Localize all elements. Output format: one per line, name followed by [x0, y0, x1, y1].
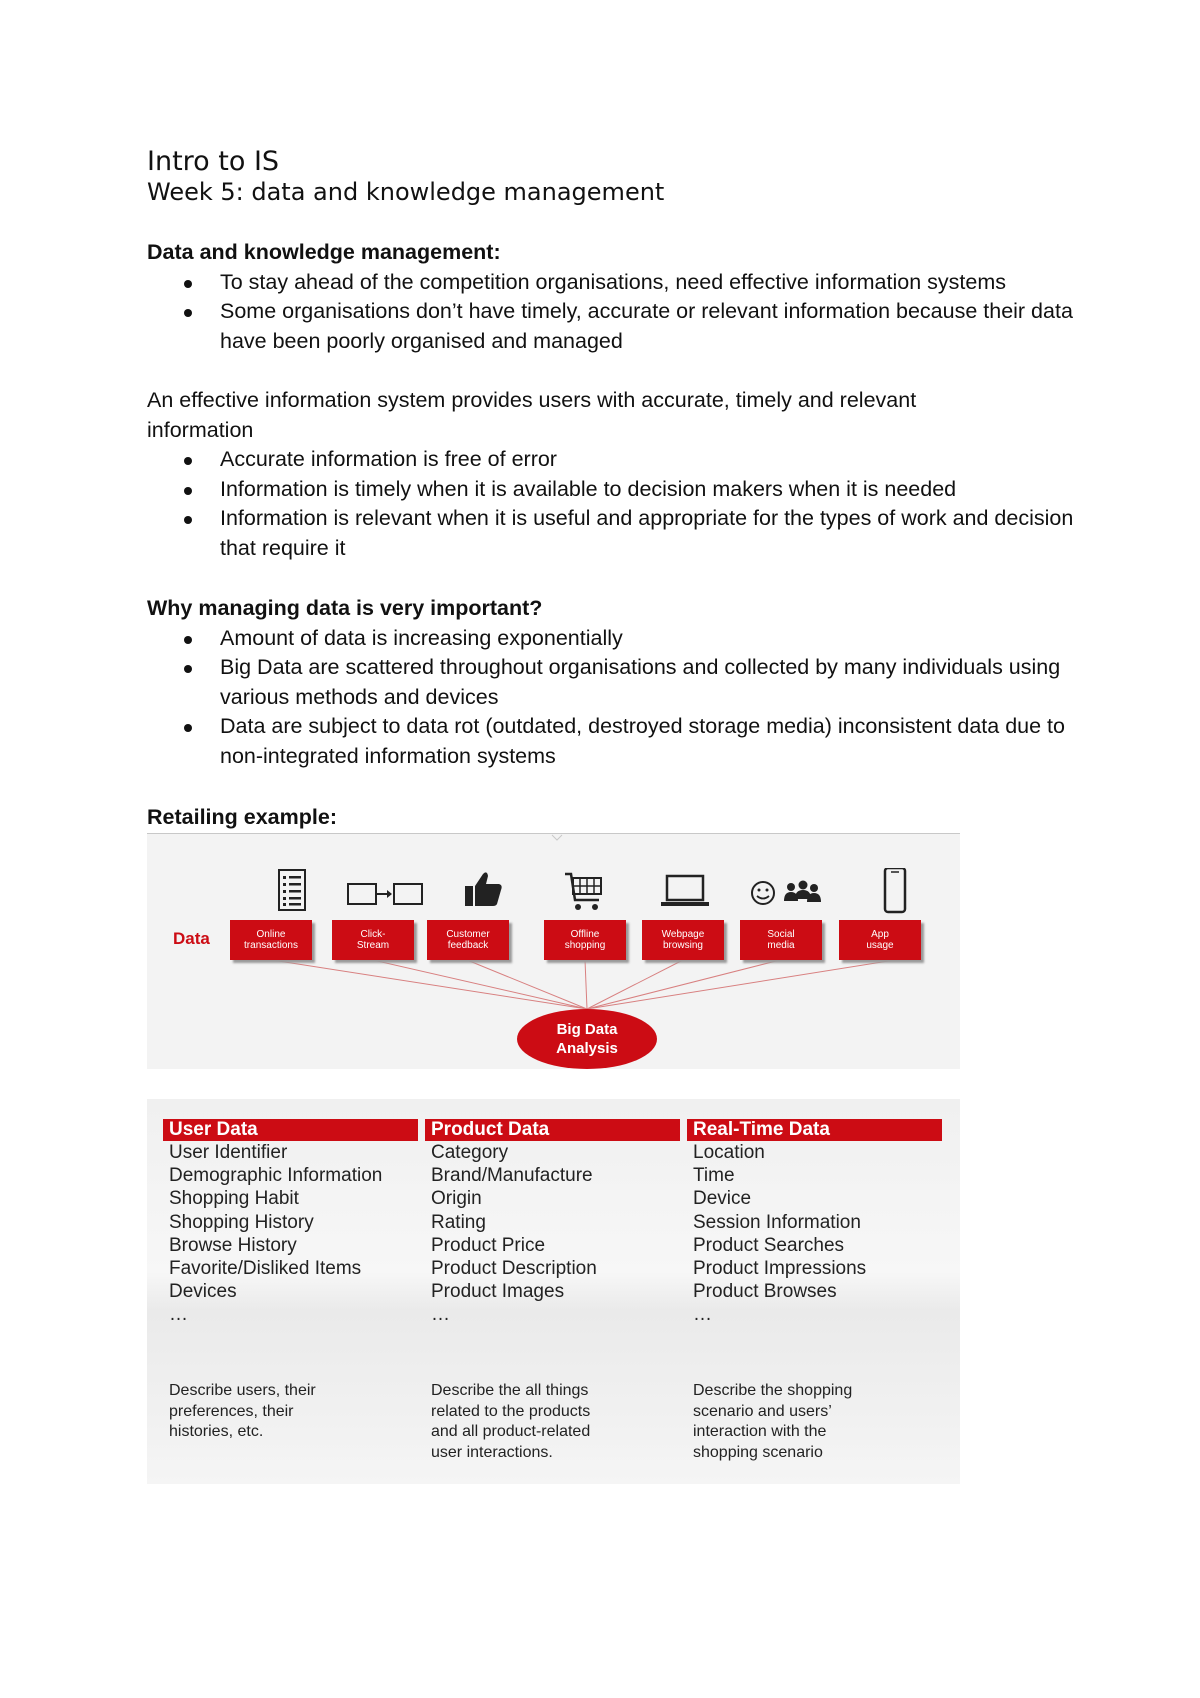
- list-item: Product Description: [431, 1258, 597, 1280]
- page-title: Intro to IS: [147, 146, 280, 177]
- source-box-webpage-browsing: Webpage browsing: [642, 920, 724, 960]
- list-item: Product Images: [431, 1281, 565, 1303]
- people-icon: [747, 868, 823, 914]
- source-box-customer-feedback: Customer feedback: [427, 920, 509, 960]
- list-item: …: [169, 1304, 188, 1326]
- section-retailing: [147, 803, 1077, 833]
- screen-flow-icon: [343, 868, 427, 914]
- list-item: Product Browses: [693, 1281, 837, 1303]
- list-item: Brand/Manufacture: [431, 1165, 593, 1187]
- column-description: Describe the shopping scenario and users’ interaction with the shopping scenario: [693, 1382, 853, 1461]
- column-header: User Data: [163, 1119, 418, 1141]
- list-item: Shopping Habit: [169, 1188, 299, 1210]
- laptop-icon: [655, 868, 715, 914]
- list-item: Product Impressions: [693, 1258, 867, 1280]
- list-item: To stay ahead of the competition organisations, need effective information systems: [147, 268, 1077, 298]
- source-box-click-stream: Click- Stream: [332, 920, 414, 960]
- list-item: Amount of data is increasing exponentially: [147, 624, 1077, 654]
- source-box-social-media: Social media: [740, 920, 822, 960]
- column-description: Describe users, their preferences, their histories, etc.: [169, 1382, 316, 1440]
- list-item: Product Price: [431, 1234, 546, 1256]
- list-item: Some organisations don’t have timely, accurate or relevant information because their data have been poorly organised and managed: [147, 297, 1077, 356]
- list-item: Data are subject to data rot (outdated, destroyed storage media) inconsistent data due to non-integrated information systems: [147, 712, 1077, 771]
- list-item: Session Information: [693, 1211, 861, 1233]
- bullet-list: [147, 445, 1077, 563]
- data-label: Data: [173, 929, 210, 948]
- list-item: Shopping History: [169, 1211, 314, 1233]
- section-heading: Retailing example:: [147, 805, 337, 829]
- section-data-knowledge: [147, 238, 1077, 356]
- list-item: Information is timely when it is available to decision makers when it is needed: [147, 475, 1077, 505]
- phone-icon: [865, 868, 925, 914]
- list-item: Time: [693, 1165, 735, 1187]
- list-item: Location: [693, 1142, 765, 1163]
- big-data-sources-figure: [147, 833, 960, 1069]
- list-item: Information is relevant when it is useful and appropriate for the types of work and decision that require it: [147, 504, 1077, 563]
- thumbs-up-icon: [455, 868, 515, 914]
- paragraph: An effective information system provides users with accurate, timely and relevant information: [147, 388, 917, 442]
- list-item: Device: [693, 1188, 752, 1210]
- list-item: Product Searches: [693, 1234, 845, 1256]
- list-item: Devices: [169, 1281, 237, 1303]
- section-effective-is: [147, 386, 1077, 563]
- list-item: Category: [431, 1142, 509, 1163]
- column-real-time-data: [687, 1119, 942, 1327]
- section-heading: Why managing data is very important?: [147, 596, 543, 620]
- big-data-analysis-node: Big Data Analysis: [517, 1009, 657, 1069]
- column-product-data: [425, 1119, 680, 1327]
- list-item: Favorite/Disliked Items: [169, 1258, 362, 1280]
- list-item: Accurate information is free of error: [147, 445, 1077, 475]
- list-item: Big Data are scattered throughout organisations and collected by many individuals using various methods and devices: [147, 653, 1077, 712]
- list-item: Rating: [431, 1211, 486, 1233]
- list-item: Demographic Information: [169, 1165, 383, 1187]
- column-header: Real-Time Data: [687, 1119, 942, 1141]
- list-item: Browse History: [169, 1234, 297, 1256]
- column-user-data: [163, 1119, 418, 1327]
- section-heading: Data and knowledge management:: [147, 240, 501, 264]
- column-header: Product Data: [425, 1119, 680, 1141]
- list-item: …: [431, 1304, 450, 1326]
- source-box-online-transactions: Online transactions: [230, 920, 312, 960]
- list-document-icon: [262, 868, 322, 914]
- data-categories-figure: [147, 1099, 960, 1484]
- source-box-offline-shopping: Offline shopping: [544, 920, 626, 960]
- column-description: Describe the all things related to the products and all product-related user interactions.: [431, 1382, 591, 1461]
- bullet-list: [147, 268, 1077, 357]
- section-why-managing-data: [147, 594, 1077, 771]
- source-box-app-usage: App usage: [839, 920, 921, 960]
- page-subtitle: Week 5: data and knowledge management: [147, 178, 665, 206]
- shopping-cart-icon: [555, 868, 615, 914]
- list-item: …: [693, 1304, 712, 1326]
- list-item: Origin: [431, 1188, 482, 1210]
- list-item: User Identifier: [169, 1142, 288, 1163]
- bullet-list: [147, 624, 1077, 772]
